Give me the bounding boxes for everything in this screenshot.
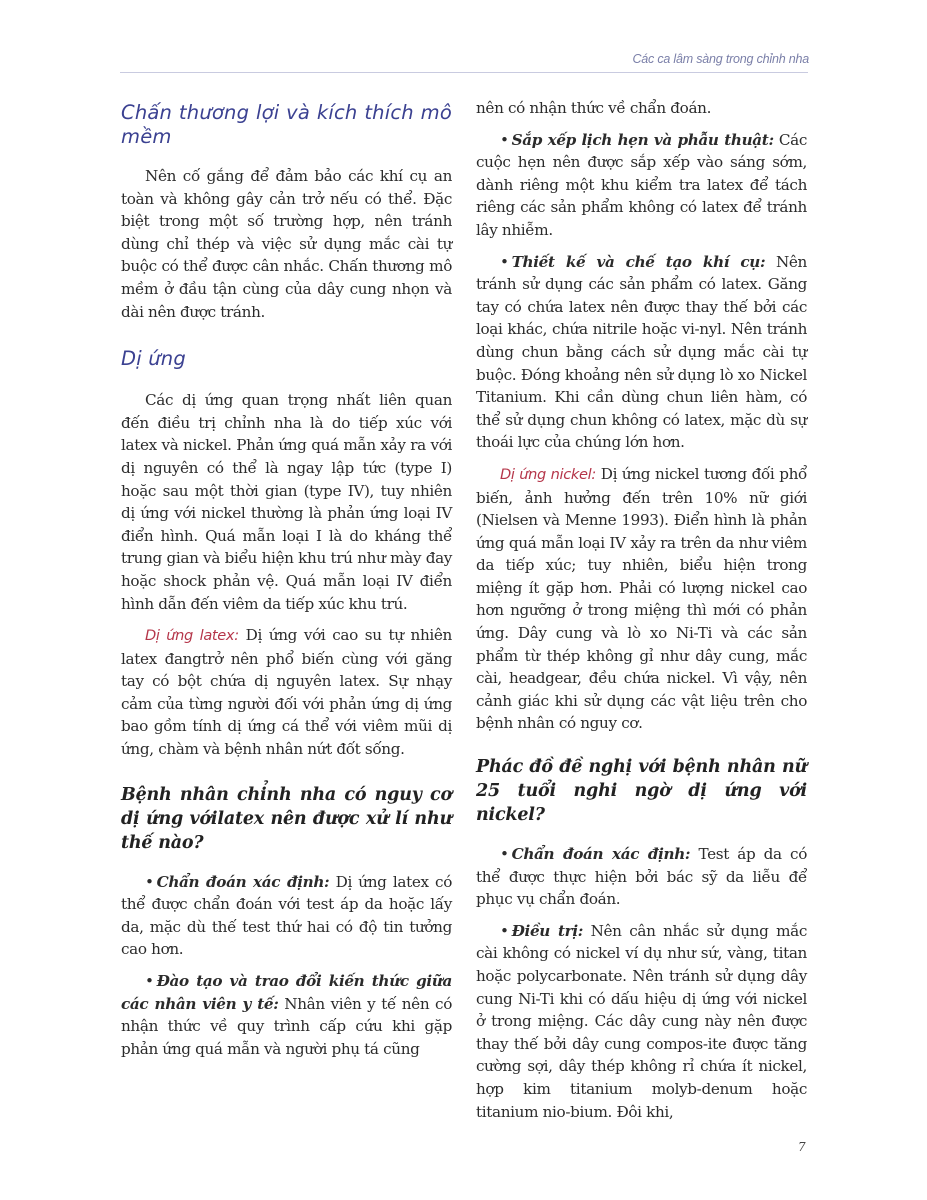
bullet-text: Các cuộc hẹn nên được sắp xếp vào sáng sớm, dành riêng một khu kiểm tra latex để tách riêng các sản phẩm không có latex để tránh lây nhiễm. bbox=[476, 130, 807, 239]
bullet-text: Test áp da có thể được thực hiện bởi bác sỹ da liễu để phục vụ chẩn đoán. bbox=[476, 845, 807, 909]
section-heading-gum-injury: Chấn thương lợi và kích thích mô mềm bbox=[121, 101, 452, 148]
bullet-item bbox=[476, 251, 807, 454]
latex-allergy-text: Dị ứng với cao su tự nhiên latex đangtrở nên phổ biến cùng với găng tay có bột chứa dị nguyên latex. Sự nhạy cảm của từng người đối với phản ứng dị ứng bao gồm tính dị ứng cá thể với viêm mũi dị ứng, chàm và bệnh nhân nứt đốt sống. bbox=[121, 626, 452, 759]
running-header-title: Các ca lâm sàng trong chỉnh nha bbox=[632, 52, 809, 66]
paragraph-gum-injury: Nên cố gắng để đảm bảo các khí cụ an toàn và không gây cản trở nếu có thể. Đặc biệt trong một số trường hợp, nên tránh dùng chỉ thép và việc sử dụng mắc cài tự buộc có thể được cân nhắc. Chấn thương mô mềm ở đầu tận cùng của dây cung nhọn và dài nên được tránh. bbox=[121, 167, 452, 321]
bullet-lead: Chẩn đoán xác định: bbox=[156, 872, 330, 891]
bullet-text: Nhân viên y tế nên có nhận thức về quy trình cấp cứu khi gặp phản ứng quá mẫn và người phụ tá cũng bbox=[121, 994, 452, 1058]
question-heading-latex: Bệnh nhân chỉnh nha có nguy cơ dị ứng vớilatex nên được xử lí như thế nào? bbox=[121, 784, 452, 853]
bullet-text: Nên tránh sử dụng các sản phẩm có latex. Găng tay có chứa latex nên được thay thế bởi các loại khác, chứa nitrile hoặc vi-nyl. Nên tránh dùng chun bằng cách sử dụng mắc cài tự buộc. Đóng khoảng nên sử dụng lò xo Nickel Titanium. Khi cần dùng chun liên hàm, có thể sử dụng chun không có latex, mặc dù sự thoái lực của chúng lớn hơn. bbox=[476, 252, 807, 452]
left-column bbox=[121, 97, 452, 1069]
section-heading-allergy: Dị ứng bbox=[121, 347, 186, 371]
bullet-icon: • bbox=[145, 972, 154, 991]
bullet-lead: Sắp xếp lịch hẹn và phẫu thuật: bbox=[511, 130, 774, 149]
paragraph-nickel-allergy bbox=[476, 463, 807, 735]
bullet-lead: Chẩn đoán xác định: bbox=[511, 845, 691, 864]
bullet-item bbox=[121, 970, 452, 1060]
bullet-lead: Thiết kế và chế tạo khí cụ: bbox=[511, 252, 766, 271]
latex-allergy-lead: Dị ứng latex: bbox=[145, 627, 239, 645]
continuation-text: nên có nhận thức về chẩn đoán. bbox=[476, 99, 712, 117]
page-number: 7 bbox=[798, 1140, 806, 1154]
bullet-item bbox=[121, 871, 452, 961]
bullet-text: Nên cân nhắc sử dụng mắc cài không có nickel ví dụ như sứ, vàng, titan hoặc polycarbonate. Nên tránh sử dụng dây cung Ni-Ti khi có dấu hiệu dị ứng với nickel ở trong miệng. Các dây cung này nên được thay thế bởi dây cung compos-ite được tăng cường sợi, dây thép không rỉ chứa ít nickel, hợp kim titanium molyb-denum hoặc titanium nio-bium. Đôi khi, bbox=[476, 921, 807, 1121]
nickel-allergy-lead: Dị ứng nickel: bbox=[500, 465, 596, 483]
bullet-item bbox=[476, 129, 807, 242]
bullet-lead: Đào tạo và trao đổi kiến thức giữa các nhân viên y tế: bbox=[121, 972, 452, 1013]
bullet-lead: Điều trị: bbox=[511, 921, 584, 940]
bullet-item bbox=[476, 843, 807, 911]
question-heading-nickel: Phác đồ đề nghị với bệnh nhân nữ 25 tuổi nghi ngờ dị ứng với nickel? bbox=[476, 757, 807, 826]
bullet-icon: • bbox=[500, 921, 509, 940]
paragraph-latex-allergy bbox=[121, 624, 452, 761]
bullet-item bbox=[476, 920, 807, 1123]
paragraph-allergy: Các dị ứng quan trọng nhất liên quan đến điều trị chỉnh nha là do tiếp xúc với latex và nickel. Phản ứng quá mẫn xảy ra với dị nguyên có thể là ngay lập tức (type I) hoặc sau một thời gian (type IV), tuy nhiên dị ứng với nickel thường là phản ứng loại IV điển hình. Quá mẫn loại I là do kháng thể trung gian và biểu hiện khu trú như mày đay hoặc shock phản vệ. Quá mẫn loại IV điển hình dẫn đến viêm da tiếp xúc khu trú. bbox=[121, 391, 452, 613]
bullet-icon: • bbox=[145, 872, 154, 891]
header-rule bbox=[120, 72, 808, 73]
nickel-allergy-text: Dị ứng nickel tương đối phổ biến, ảnh hưởng đến trên 10% nữ giới (Nielsen và Menne 1993). Điển hình là phản ứng quá mẫn loại IV xảy ra trên da như viêm da tiếp xúc; tuy nhiên, biểu hiện trong miệng ít gặp hơn. Phải có lượng nickel cao hơn ngưỡng ở trong miệng thì mới có phản ứng. Dây cung và lò xo Ni-Ti và các sản phẩm từ thép không gỉ như dây cung, mắc cài, headgear, đều chứa nickel. Vì vậy, nên cảnh giác khi sử dụng các vật liệu trên cho bệnh nhân có nguy cơ. bbox=[476, 464, 807, 733]
bullet-icon: • bbox=[500, 130, 509, 149]
bullet-text: Dị ứng latex có thể được chẩn đoán với test áp da hoặc lấy da, mặc dù thế test thứ hai có độ tin tưởng cao hơn. bbox=[121, 872, 452, 959]
right-column bbox=[476, 97, 807, 1132]
bullet-icon: • bbox=[500, 252, 509, 271]
bullet-icon: • bbox=[500, 845, 509, 864]
